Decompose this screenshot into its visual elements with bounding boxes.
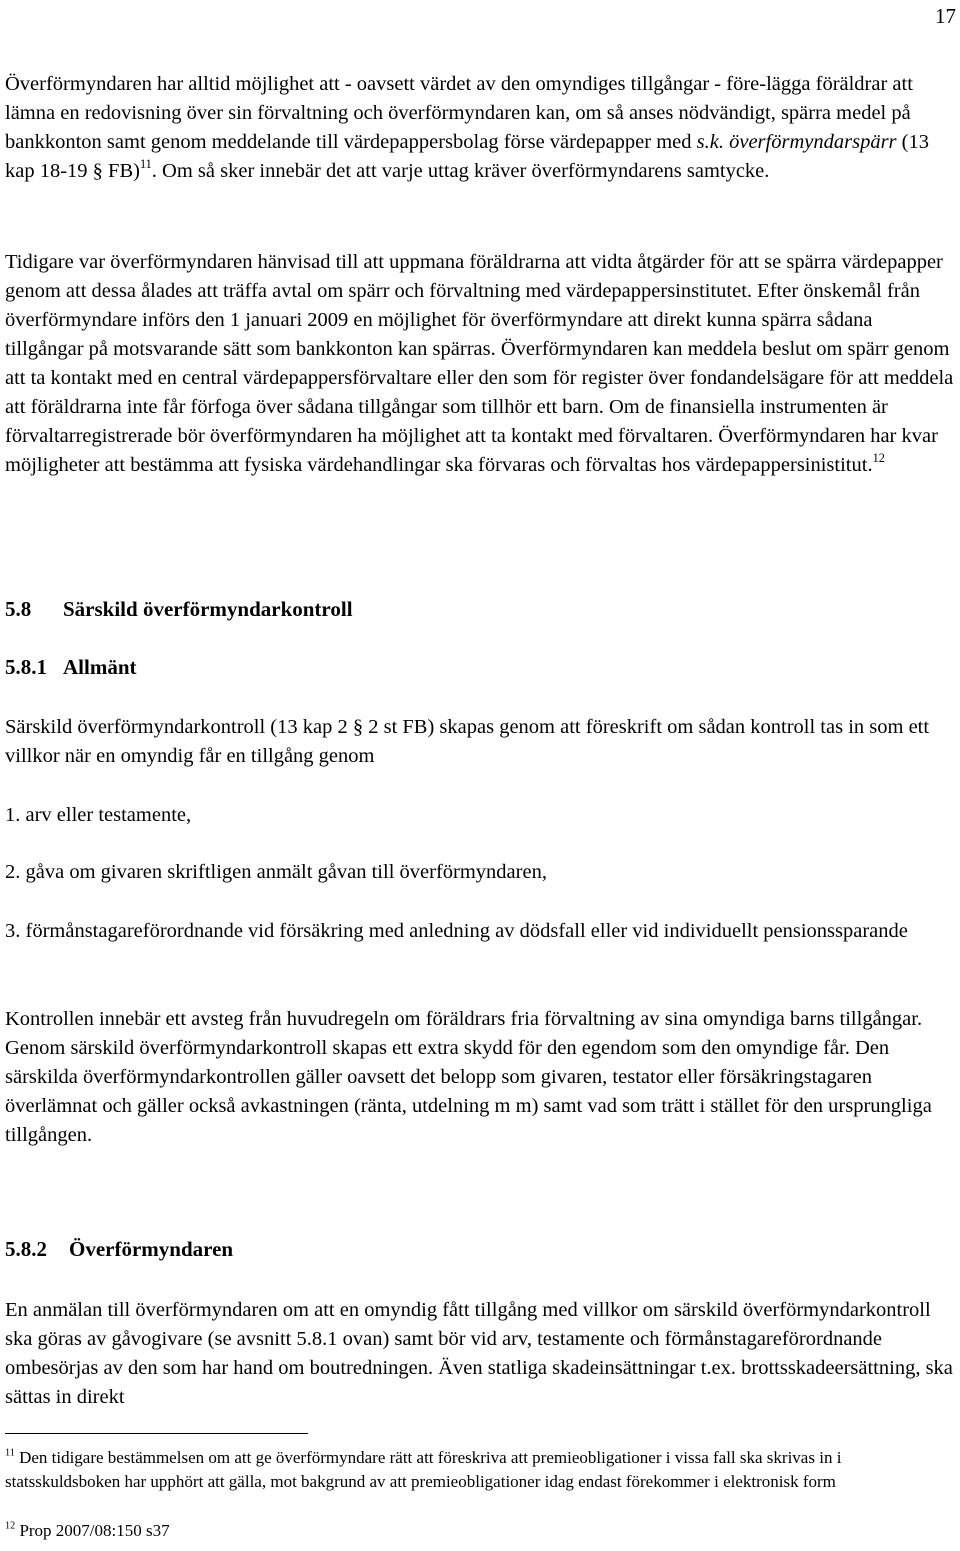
paragraph-värdepapper <box>5 248 954 480</box>
list-item: 2. gåva om givaren skriftligen anmält gåvan till överförmyndaren, <box>5 861 547 883</box>
section-title: Överförmyndaren <box>69 1237 234 1261</box>
section-heading-5-8-1 <box>5 655 137 680</box>
paragraph-intro: Särskild överförmyndarkontroll (13 kap 2 § 2 st FB) skapas genom att föreskrift om sådan kontroll tas in som ett villkor när en omyndig får en tillgång genom <box>5 716 930 767</box>
section-heading-5-8 <box>5 597 353 622</box>
section-heading-5-8-2 <box>5 1237 233 1262</box>
paragraph-kontrollen: Kontrollen innebär ett avsteg från huvudregeln om föräldrars fria förvaltning av sina omyndiga barns tillgångar. Genom särskild överförmyndarkontroll skapas ett extra skydd för den egendom som den omyndige får. Den särskilda överförmyndarkontrollen gäller oavsett det belopp som givaren, testator eller försäkringstagaren överlämnat och gäller också avkastningen (ränta, utdelning m m) samt vad som trätt i stället för den ursprungliga tillgången. <box>5 1008 932 1146</box>
list-item: 3. förmånstagareförordnande vid försäkring med anledning av dödsfall eller vid individuellt pensionssparande <box>5 920 908 942</box>
paragraph-text: Tidigare var överförmyndaren hänvisad till att uppmana föräldrarna att vidta åtgärder för att se spärra värdepapper genom att dessa ålades att träffa avtal om spärr och förvaltning med värdepappersinstitutet. Efter önskemål från överförmyndare införs den 1 januari 2009 en möjlighet för överförmyndare att direkt kunna spärra sådana tillgångar på motsvarande sätt som bankkonton kan spärras. Överförmyndaren kan meddela beslut om spärr genom att ta kontakt med en central värdepappersförvaltare eller den som för register över fondandelsägare för att meddela att föräldrarna inte får förfoga över sådana tillgångar som tillhör ett barn. Om de finansiella instrumenten är förvaltarregistrerade bör överförmyndaren ha möjlighet att ta kontakt med förvaltaren. Överförmyndaren har kvar möjligheter att bestämma att fysiska värdehandlingar ska förvaras och förvaltas hos värdepappersinistitut. <box>5 251 954 476</box>
paragraph-text: Överförmyndaren har alltid möjlighet att - oavsett värdet av den omyndiges tillgångar - före-lägga föräldrar att lämna en redovisning över sin förvaltning och överförmyndaren kan, om så anses nödvändigt, spärra medel på bankkonton samt genom meddelande till värdepappersbolag förse värdepapper med <box>5 73 913 153</box>
footnote-number: 12 <box>5 1520 16 1532</box>
footnote-separator <box>5 1433 308 1434</box>
page-number: 17 <box>935 4 956 28</box>
footnote-text: Den tidigare bestämmelsen om att ge överförmyndare rätt att föreskriva att premieobligationer i vissa fall ska skrivas in i statsskuldsboken har upphört att gälla, mot bakgrund av att premieobligationer idag endast förekommer i elektronisk form <box>5 1448 842 1491</box>
section-number: 5.8.1 <box>5 655 47 679</box>
footnote-number: 11 <box>5 1447 15 1459</box>
emphasis-term: s.k. överförmyndarspärr <box>696 131 897 153</box>
paragraph-spärr <box>5 70 954 186</box>
footnote-text: Prop 2007/08:150 s37 <box>15 1521 170 1540</box>
section-title: Allmänt <box>63 655 137 679</box>
section-title: Särskild överförmyndarkontroll <box>63 597 353 621</box>
footnote-11 <box>5 1446 954 1494</box>
footnote-ref-12: 12 <box>872 450 885 465</box>
paragraph-text: . Om så sker innebär det att varje uttag kräver överförmyndarens samtycke. <box>151 160 770 182</box>
section-number: 5.8.2 <box>5 1237 47 1261</box>
footnote-12 <box>5 1519 954 1543</box>
paragraph-anmälan: En anmälan till överförmyndaren om att en omyndig fått tillgång med villkor om särskild överförmyndarkontroll ska göras av gåvogivare (se avsnitt 5.8.1 ovan) samt bör vid arv, testamente och förmånstagareförordnande ombesörjas av den som har hand om boutredningen. Även statliga skadeinsättningar t.ex. brottsskadeersättning, ska sättas in direkt <box>5 1299 953 1408</box>
section-number: 5.8 <box>5 597 32 621</box>
paragraph-text: (13 kap 18-19 § FB) <box>5 131 929 182</box>
list-item: 1. arv eller testamente, <box>5 804 192 826</box>
footnote-ref-11: 11 <box>139 156 152 171</box>
